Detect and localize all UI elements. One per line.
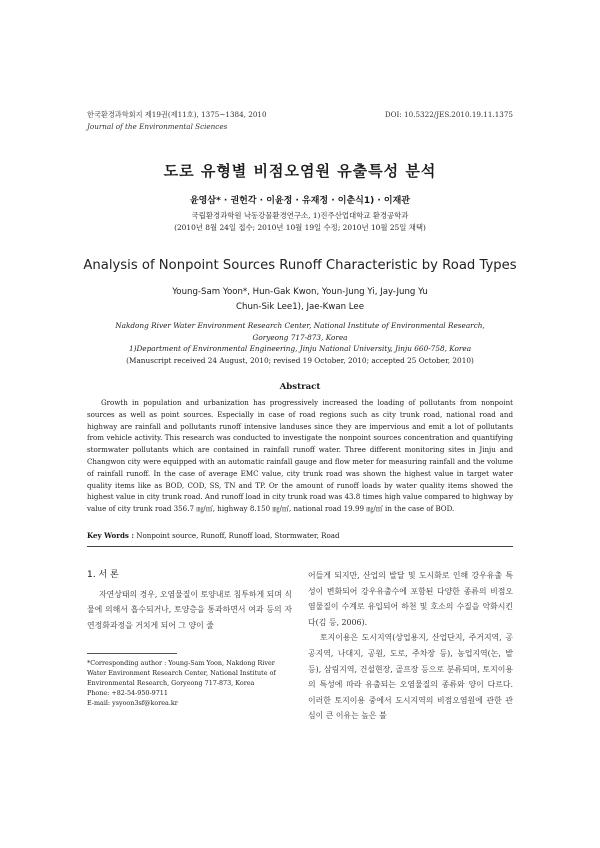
affiliation-english-1: Nakdong River Water Environment Research Center, National Institute of Environmental Research, xyxy=(115,321,485,330)
affiliation-english-2: 1)Department of Environmental Engineering, Jinju National University, Jinju 660-758, Korea xyxy=(128,344,472,354)
section-heading-introduction: 1. 서 론 xyxy=(87,570,119,580)
title-korean: 도로 유형별 비점오염원 유출특성 분석 xyxy=(163,162,437,180)
dates-english: (Manuscript received 24 August, 2010; revised 19 October, 2010; accepted 25 October, 2010) xyxy=(126,355,474,365)
footnote-rule xyxy=(87,653,177,654)
right-column xyxy=(308,568,513,724)
authors-korean: 윤영삼* · 권헌각 · 이윤정 · 유재정 · 이춘식1) · 이재관 xyxy=(189,196,410,206)
landuse-paragraph: 토지이용은 도시지역(상업용지, 산업단지, 주거지역, 공공지역, 나대지, 공원, 도로, 주차장 등), 농업지역(논, 밭 등), 삼림지역, 건설현장, 골프장 등으로 분류되며, 토지이용의 특성에 따라 유출되는 오염물질의 종류와 양이 다르다. 이러한 토지이용 중에서 도시지역의 비점오염원에 관한 관심이 큰 이유는 높은 불 xyxy=(308,633,513,721)
keywords-label: Key Words : xyxy=(87,531,135,540)
running-header xyxy=(87,110,513,131)
intro-paragraph: 자연상태의 경우, 오염물질이 토양내로 침투하게 되며 식물에 의해서 흡수되거나, 토양층을 통과하면서 여과 등의 자연정화과정을 거치게 되어 그 양이 줄 xyxy=(87,589,292,630)
affiliation-english-1b: Goryeong 717-873, Korea xyxy=(252,332,348,342)
authors-english-line1: Young-Sam Yoon*, Hun-Gak Kwon, Youn-Jung Yi, Jay-Jung Yu xyxy=(172,287,428,297)
intro-paragraph-continued: 어들게 되지만, 산업의 발달 및 도시화로 인해 강우유출 특성이 변화되어 강우유출수에 포함된 다양한 종류의 비점오염물질이 수계로 유입되어 하천 및 호소의 수질을 악화시킨다(김 등, 2006). xyxy=(308,571,513,627)
citation-kr: 한국환경과학회지 제19권(제11호), 1375~1384, 2010 xyxy=(87,110,267,119)
footnote-email: E-mail: ysyoon3sf@korea.kr xyxy=(87,699,178,707)
footnote-author: *Corresponding author : Young-Sam Yoon, Nakdong River Water Environment Research Center, National Institute of Environmental Research, Goryeong 717-873, Korea xyxy=(87,659,276,687)
dates-korean: (2010년 8월 24일 접수; 2010년 10월 19일 수정; 2010년 10월 25일 채택) xyxy=(174,223,426,232)
footnote-phone: Phone: +82-54-950-9711 xyxy=(87,689,168,697)
left-column xyxy=(87,568,292,633)
abstract-heading: Abstract xyxy=(279,382,321,392)
doi: DOI: 10.5322/JES.2010.19.11.1375 xyxy=(384,110,513,119)
authors-english xyxy=(0,285,600,315)
corresponding-author-footnote xyxy=(87,653,292,708)
affiliation-english xyxy=(0,320,600,366)
keywords xyxy=(87,531,513,540)
title-english: Analysis of Nonpoint Sources Runoff Characteristic by Road Types xyxy=(83,258,517,273)
keywords-text: Nonpoint source, Runoff, Runoff load, Stormwater, Road xyxy=(136,531,340,540)
journal-name: Journal of the Environmental Sciences xyxy=(87,122,228,131)
section-divider xyxy=(87,546,513,547)
authors-english-line2: Chun-Sik Lee1), Jae-Kwan Lee xyxy=(236,302,364,312)
affiliation-korean: 국립환경과학원 낙동강물환경연구소, 1)진주산업대학교 환경공학과 xyxy=(191,211,409,220)
abstract-text: Growth in population and urbanization has progressively increased the loading of pollutants from nonpoint sources as well as point sources. Especially in case of road regions such as city trunk road, national road and highway are rainfall and pollutants runoff intensive landuses since they are impervious and emit a lot of pollutants from vehicle activity. This research was conducted to investigate the nonpoint sources concentration and quantifying stormwater pollutants which are contained in rainfall runoff water. Three different monitoring sites in Jinju and Changwon city were equipped with an automatic rainfall gauge and flow meter for measuring rainfall and the volume of rainfall runoff. In the case of average EMC value, city trunk road was shown the highest value in target water quality items like as BOD, COD, SS, TN and TP. Or the amount of runoff loads by water quality items showed the highest value in city trunk road. And runoff load in city trunk road was 43.8 times high value compared to highway by value of city trunk road 356.7 ㎎/㎡, highway 8.150 ㎎/㎡, national road 19.99 ㎎/㎡ in the case of BOD. xyxy=(87,398,513,514)
